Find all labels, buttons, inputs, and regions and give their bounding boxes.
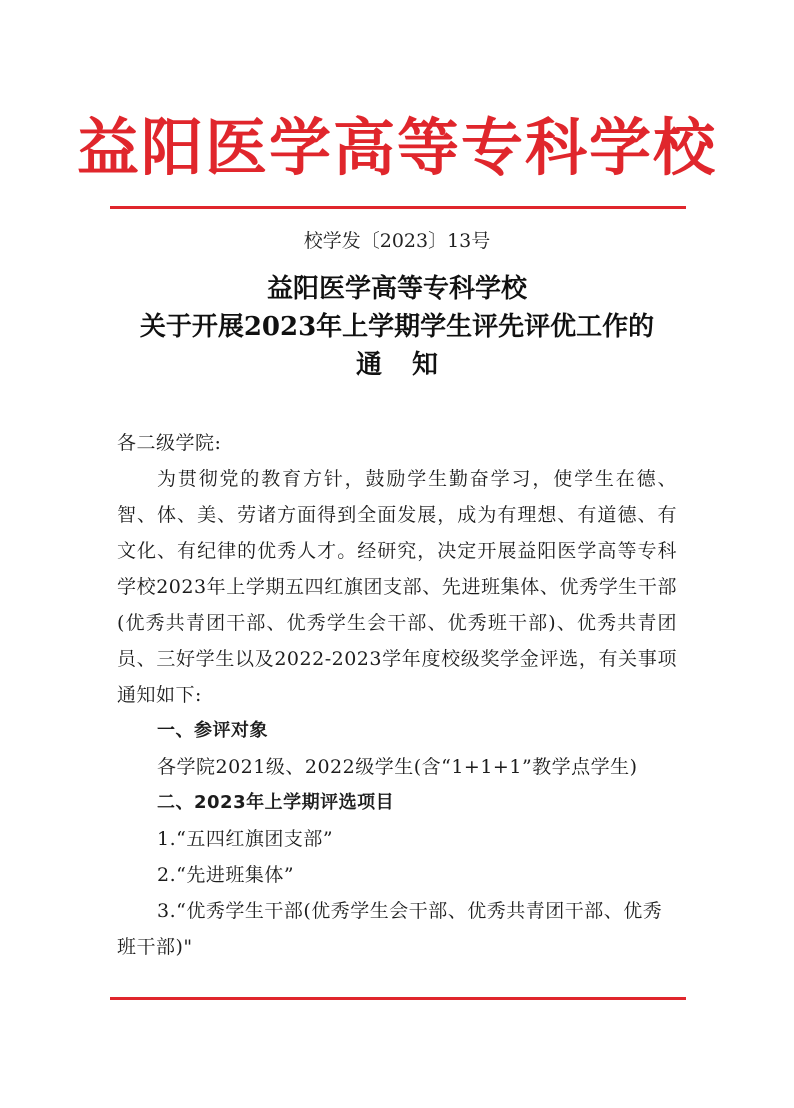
document-number: 校学发〔2023〕13号 <box>303 230 491 252</box>
section-1-heading: 一、参评对象 <box>157 720 268 741</box>
intro-paragraph: 为贯彻党的教育方针，鼓励学生勤奋学习，使学生在德、智、体、美、劳诸方面得到全面发展，成为有理想、有道德、有文化、有纪律的优秀人才。经研究，决定开展益阳医学高等专科学校2023年上学期五四红旗团支部、先进班集体、优秀学生干部(优秀共青团干部、优秀学生会干部、优秀班干部)、优秀共青团员、三好学生以及2022-2023学年度校级奖学金评选，有关事项通知如下: <box>117 468 677 706</box>
document-body <box>117 425 677 965</box>
document-title <box>60 270 734 384</box>
header-divider <box>110 206 686 209</box>
institution-header: 益阳医学高等专科学校 <box>76 111 717 184</box>
section-1-text: 各学院2021级、2022级学生(含“1+1+1”教学点学生) <box>157 756 638 778</box>
salutation: 各二级学院: <box>117 432 222 454</box>
footer-divider <box>110 997 686 1000</box>
list-item: 2.“先进班集体” <box>157 864 295 886</box>
title-line-3: 通知 <box>355 350 468 380</box>
title-line-1: 益阳医学高等专科学校 <box>266 274 527 304</box>
list-item: 3.“优秀学生干部(优秀学生会干部、优秀共青团干部、优秀班干部)" <box>117 900 663 958</box>
title-line-2: 关于开展2023年上学期学生评先评优工作的 <box>139 312 655 342</box>
section-2-heading: 二、2023年上学期评选项目 <box>157 792 395 813</box>
list-item: 1.“五四红旗团支部” <box>157 828 334 850</box>
